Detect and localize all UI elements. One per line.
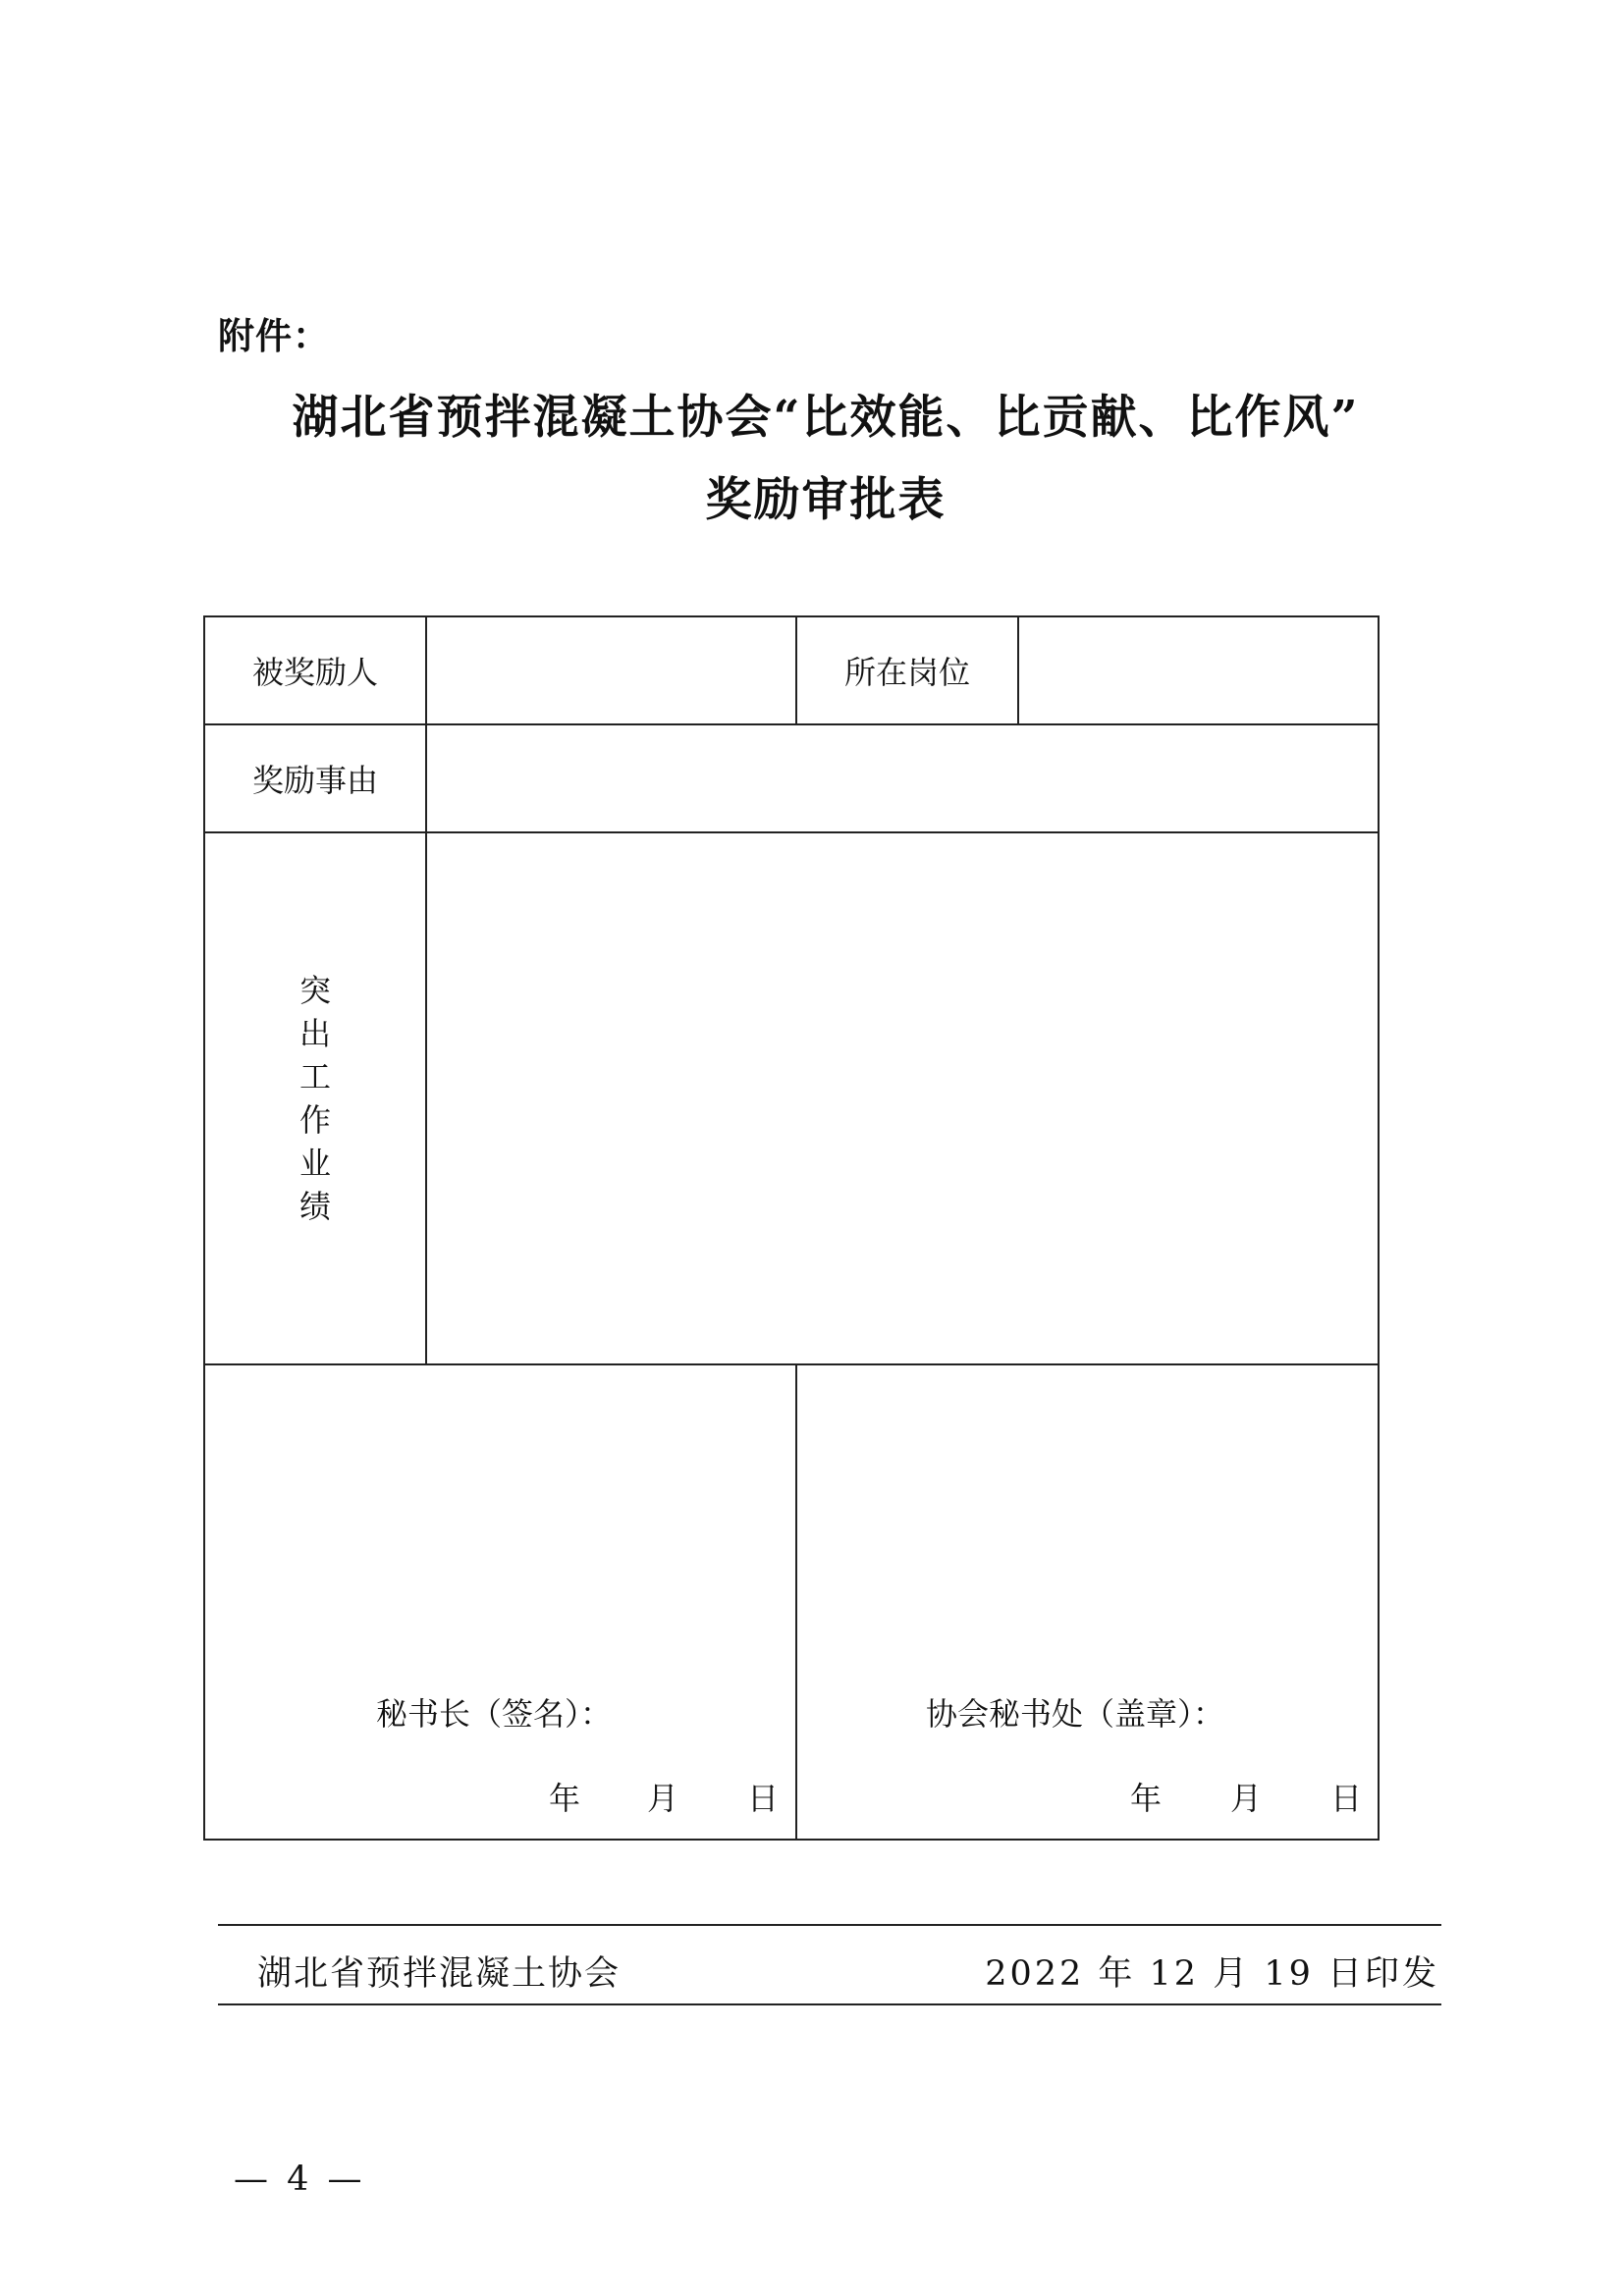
left-date-day: 日	[747, 1780, 780, 1817]
position-field[interactable]	[1019, 617, 1378, 723]
footer-rule-top	[218, 1924, 1441, 1926]
reason-field[interactable]	[427, 725, 1378, 831]
attachment-label: 附件：	[218, 315, 330, 357]
table-border-right	[1378, 615, 1380, 1841]
awardee-label: 被奖励人	[251, 654, 378, 691]
achievement-label-char: 突	[298, 972, 331, 1009]
achievement-label-char: 出	[298, 1015, 331, 1052]
page-title-line2: 奖励审批表	[705, 473, 947, 527]
approval-form-table	[203, 615, 1380, 1841]
achievement-label-char: 业	[298, 1145, 331, 1182]
left-date-month: 月	[647, 1780, 679, 1817]
right-date-day: 日	[1330, 1780, 1363, 1817]
page-title-line1: 湖北省预拌混凝土协会“比效能、比贡献、比作风”	[292, 391, 1360, 445]
footer-issue-date: 2022 年 12 月 19 日印发	[985, 1954, 1439, 1994]
right-date-year: 年	[1130, 1780, 1163, 1817]
achievement-label	[205, 833, 425, 1363]
secretary-general-signature-label: 秘书长（签名）：	[376, 1695, 613, 1733]
footer-issuer: 湖北省预拌混凝土协会	[257, 1954, 622, 1994]
reason-label: 奖励事由	[251, 762, 378, 799]
secretariat-stamp-area[interactable]	[797, 1365, 1378, 1839]
position-label: 所在岗位	[843, 654, 970, 691]
right-date-month: 月	[1230, 1780, 1263, 1817]
achievement-field[interactable]	[427, 833, 1378, 1363]
left-date-year: 年	[549, 1780, 581, 1817]
page-number: — 4 —	[234, 2160, 366, 2199]
achievement-label-char: 工	[298, 1058, 331, 1095]
table-border-bottom	[203, 1839, 1380, 1841]
achievement-label-char: 绩	[298, 1188, 331, 1225]
secretary-general-signature-area[interactable]	[205, 1365, 795, 1839]
secretariat-stamp-label: 协会秘书处（盖章）：	[926, 1695, 1225, 1733]
achievement-label-char: 作	[298, 1101, 331, 1139]
footer-rule-bottom	[218, 2003, 1441, 2005]
awardee-field[interactable]	[427, 617, 795, 723]
